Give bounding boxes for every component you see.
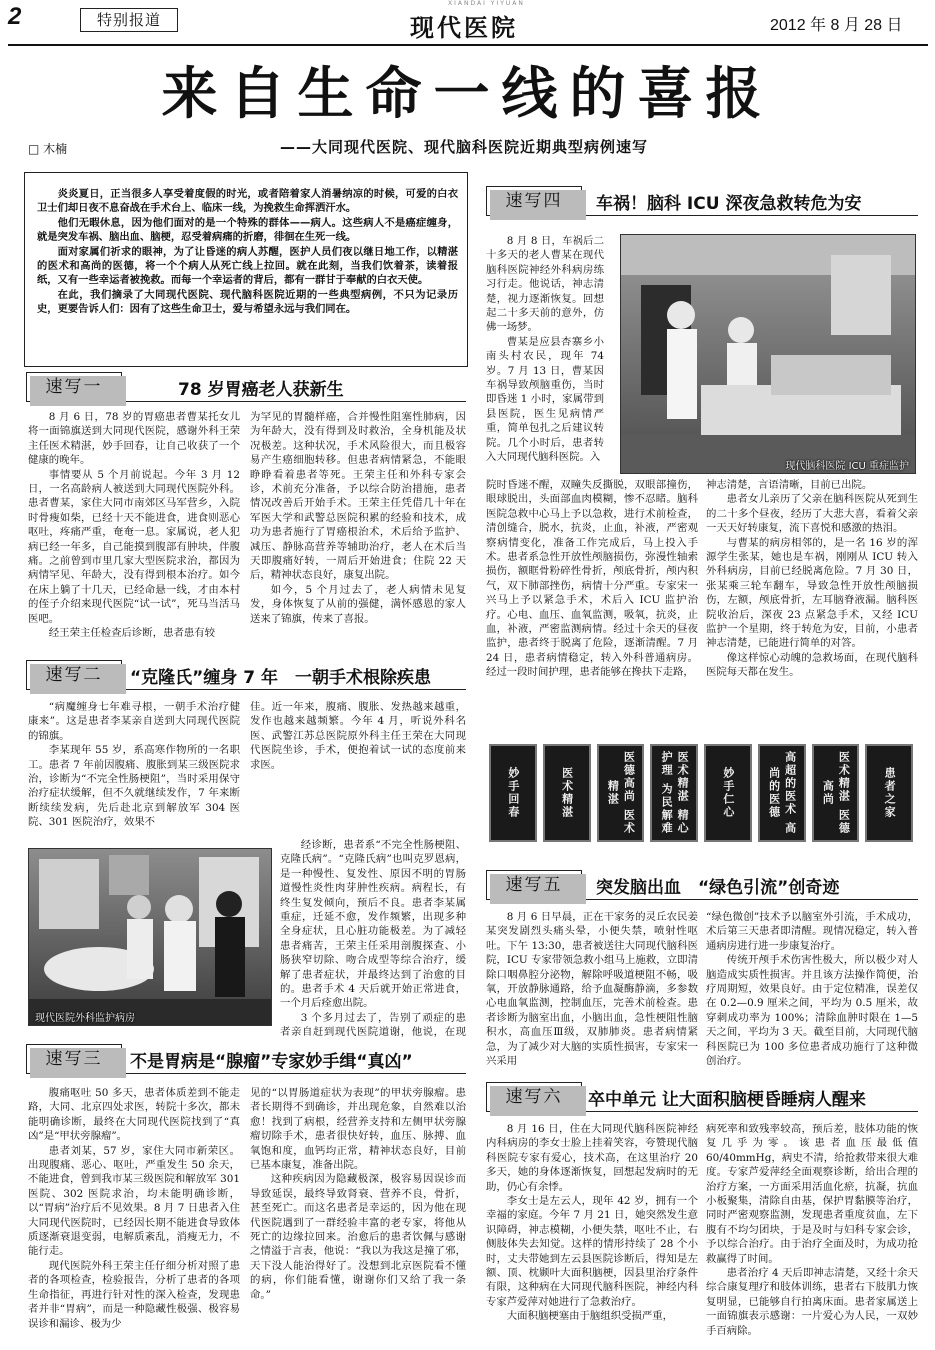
section-3-title: 不是胃病是“腺瘤”专家妙手缉“真凶” bbox=[130, 1052, 413, 1072]
paragraph: 经诊断，患者系“不完全性肠梗阻、克隆氏病”。“克隆氏病”也叫克罗恩病，是一种慢性、复发性、原因不明的胃肠道慢性炎性肉芽肿性疾病。病程长，有终生复发倾向，预后不良。患者李某属重症，迁延不愈，发作频繁，出现多种全身症状，且心脏功能极差。为了减轻患者痛苦，王荣主任采用剖腹探查、小肠狭窄切除、吻合成型等综合治疗，缓解了患者症状，并最终达到了治愈的目的。患者手术 4 天后就开始正常进食，一个月后痊愈出院。 bbox=[280, 839, 466, 1010]
masthead-subtitle: XIANDAI YIYUAN bbox=[448, 0, 525, 7]
paragraph: 如今，5 个月过去了，老人病情未见复发，身体恢复了从前的强健，满怀感恩的家人送来了锦旗，传来了喜报。 bbox=[250, 583, 466, 625]
section-2-column-2-bottom bbox=[280, 838, 466, 1038]
section-6-title: 卒中单元 让大面积脑梗昏睡病人醒来 bbox=[588, 1090, 866, 1110]
paragraph: 李某现年 55 岁，系高寒作物所的一名职工。患者 7 年前因腹痛、腹胀到某三级医院求治，诊断为“不完全性肠梗阻”，当时采用保守治疗症状缓解，但不久就继续发作，7 年来断断续续发病，先后赴北京到解放军 304 医院、301 医院治疗，效果不 bbox=[28, 744, 240, 829]
paragraph: 这种疾病因为隐藏极深，极容易因误诊而导致延误，最终导致肾衰、营养不良，骨折，甚至死亡。而这名患者是幸运的，因为他在现代医院遇到了一群经验丰富的老专家，将他从死亡的边缘拉回来。治愈后的患者饮佩与感谢之情溢于言表，他说：“我以为我这是撞了邪，天下没人能治得好了。没想到北京医院看不懂的病，你们能看懂，谢谢你们又给了我一条命。” bbox=[250, 1173, 466, 1301]
section-6-column-2 bbox=[706, 1122, 918, 1346]
intro-paragraph: 面对家属们祈求的眼神，为了让昏迷的病人苏醒，医护人员们夜以继日地工作，以精湛的医术和高尚的医德，将一个个病人从死亡线上拉回。就在此刻，当我们饮着茶，读着报纸，又有一些幸运者被挽救。而每一个幸运者的背后，都有一群甘于奉献的白衣天使。 bbox=[37, 245, 458, 287]
section-1-column-2 bbox=[250, 410, 466, 642]
section-5-title: 突发脑出血 “绿色引流”创奇迹 bbox=[596, 878, 840, 898]
intro-paragraph: 炎炎夏日，正当很多人享受着度假的时光，或者陪着家人消暑纳凉的时候，可爱的白衣卫士们却日夜不息奋战在手术台上、临床一线，为挽救生命挥洒汗水。 bbox=[37, 188, 458, 215]
publication-date: 2012 年 8 月 28 日 bbox=[770, 17, 903, 34]
paragraph: “病魔缠身七年难寻根，一朝手术治疗健康来”。这是患者李某亲自送到大同现代医院的锦旗。 bbox=[28, 701, 240, 742]
section-6-column-1 bbox=[486, 1122, 698, 1346]
section-tag: 特别报道 bbox=[80, 8, 178, 32]
paragraph: 8 月 8 日，车祸后二十多天的老人曹某在现代脑科医院神经外科病房练习行走。他说话，神志清楚，视力逐渐恢复。回想起二十多天前的意外，仿佛一场梦。 bbox=[486, 235, 604, 334]
paragraph: 患者治疗 4 天后即神志清楚，又经十余天综合康复理疗和肢体训练，患者右下肢肌力恢复明显，已能够自行拍离床面。患者家属送上一面锦旗表示感谢：一片爱心为人民，一双妙手百病除。 bbox=[706, 1267, 918, 1337]
section-1-tag: 速写一 bbox=[26, 372, 122, 402]
section-4-header bbox=[486, 186, 918, 220]
silk-banner: 医术精湛 精心护理 为民解难 bbox=[650, 744, 698, 842]
section-1-header bbox=[26, 372, 466, 406]
section-1-rule bbox=[122, 401, 466, 402]
section-4-column-1-bottom bbox=[486, 478, 698, 730]
section-3-rule bbox=[122, 1073, 466, 1074]
silk-banner: 患者之家 bbox=[865, 744, 913, 842]
paragraph: “绿色微创”技术予以脑室外引流，手术成功，术后第三天患者即清醒。现情况稳定，转入普通病房进行进一步康复治疗。 bbox=[706, 911, 918, 952]
section-5-column-1 bbox=[486, 910, 698, 1072]
banners-photo bbox=[486, 738, 916, 848]
author-byline: □ 木楠 bbox=[28, 142, 68, 156]
paragraph: 现代医院外科王荣主任仔细分析对照了患者的各项检查，检验报告，分析了患者的各项生命指征，再进行针对性的深入检查，发现患者并非“胃病”，而是一种隐藏性极强、极容易误诊和漏诊、极为少 bbox=[28, 1259, 240, 1330]
section-3-column-1 bbox=[28, 1086, 240, 1344]
paragraph: 与曹某的病房相邻的，是一名 16 岁的浑源学生张某，她也是车祸，刚刚从 ICU 转入外科病房，目前已经脱离危险。7 月 30 日，张某乘三轮车翻车，导致急性开放性颅脑损伤，左额，颅底骨折，左耳脑脊液漏。脑科医院收治后，深夜 23 点紧急手术，又经 ICU 监护一个星期，终于转危为安，目前，小患者神志清楚，已能进行简单的对答。 bbox=[706, 536, 918, 650]
icu-photo-caption: 现代脑科医院 ICU 重症监护 bbox=[785, 461, 909, 472]
section-1-title: 78 岁胃癌老人获新生 bbox=[178, 380, 344, 400]
intro-box bbox=[24, 172, 468, 367]
paragraph: 患者女儿亲历了父亲在脑科医院从死到生的二十多个昼夜，经历了大悲大喜，看着父亲一天天好转康复，流下喜悦和感激的热泪。 bbox=[706, 493, 918, 535]
icu-photo bbox=[620, 234, 916, 474]
section-4-tag: 速写四 bbox=[486, 186, 582, 216]
intro-paragraph: 他们无暇休息，因为他们面对的是一个特殊的群体——病人。这些病人不是癌症缠身，就是突发车祸、脑出血、脑梗，忍受着病痛的折磨，徘徊在生死一线。 bbox=[37, 216, 458, 244]
paragraph: 李女士是左云人，现年 42 岁，拥有一个幸福的家庭。今年 7 月 21 日，她突然发生意识障碍，神志模糊，小便失禁，呕吐不止，右侧肢体失去知觉。这样的情形持续了 28 个小时，丈夫带她到左云县医院诊断后，得知是左额、顶、枕颞叶大面积脑梗，因县里治疗条件有限，这种病在大同现代脑科医院，神经内科专家芦爱萍对她进行了急救治疗。 bbox=[486, 1195, 698, 1308]
page-number: 2 bbox=[8, 3, 22, 30]
section-2-column-1 bbox=[28, 700, 240, 832]
headline: 来自生命一线的喜报 bbox=[161, 61, 774, 127]
paragraph: 神志清楚，言语清晰，目前已出院。 bbox=[706, 479, 873, 491]
paragraph: 事情要从 5 个月前说起。今年 3 月 12 日，一名高龄病人被送到大同现代医院外科。患者曹某，家住大同市南郊区马军营乡，入院时骨瘦如柴，已经十天不能进食，进食则恶心呕吐，疼痛严重，奄奄一息。家属说，老人犯病已经一年多，自己能摸到腹部有肿块，伴腹痛。之前曾到市里几家大型医院求治，都因为病情罕见、年龄大，没有得到根本治疗。如今在床上躺了十几天，已经命悬一线，才由本村的侄子介绍来现代医院“试一试”，死马当活马医吧。 bbox=[28, 468, 240, 625]
paragraph: 为罕见的胃髓样癌，合并慢性阻塞性肺病，因为年龄大，没有得到及时救治，全身机能及状况极差。这种状况，手术风险很大，而且极容易产生癌细胞转移。但患者病情紧急，不能眼睁睁看着患者等死。王荣主任和外科专家会诊，术前充分准备，予以综合防治措施，患者情况改善后开始手术。王荣主任凭借几十年在军医大学和武警总医院积累的经验和技术，成功为患者施行了胃癌根治术，术后给予监护、减压、静脉高营养等辅助治疗，老人在术后当天即腹痛好转，一周后开始进食；住院 22 天后，精神状态良好，康复出院。 bbox=[250, 411, 466, 582]
paragraph: 8 月 6 日，78 岁的胃癌患者曹某托女儿将一面锦旗送到大同现代医院，感谢外科王荣主任医术精湛，妙手回春，让自己收获了一个健康的晚年。 bbox=[28, 411, 240, 467]
silk-banner: 高超的医术 高尚的医德 bbox=[758, 744, 806, 842]
paragraph: 8 月 16 日，住在大同现代脑科医院神经内科病房的李女士脸上挂着笑容，夸赞现代脑科医院专家有爱心，技术高，在这里治疗 20 多天，她的身体逐渐恢复，回想起发病时的无助，仍心有余悸。 bbox=[486, 1123, 698, 1193]
masthead-title: 现代医院 bbox=[410, 13, 518, 42]
silk-banner: 医术精湛 医德高尚 bbox=[812, 744, 860, 842]
section-4-column-1-top bbox=[486, 234, 604, 476]
paragraph: 大面积脑梗塞由于脑组织受损严重， bbox=[506, 1310, 674, 1323]
section-3-tag: 速写三 bbox=[26, 1044, 122, 1074]
section-4-column-2 bbox=[706, 478, 918, 730]
paragraph: 3 个多月过去了，告别了顽症的患者亲自赶到现代医院道谢，他说，在现 bbox=[280, 1011, 466, 1038]
section-2-column-2-top bbox=[250, 700, 466, 832]
paragraph: 病死率和致残率较高，预后差，肢体功能的恢复几乎为零。该患者血压最低值 60/40mmHg，病史不清，给抢救带来很大难度。专家芦爱萍经全面观察诊断，给出合理的治疗方案，一方面采用活血化瘀，抗凝，抗血小板聚集，清除自由基，保护胃黏膜等治疗，同时严密观察监测，发现患者重度贫血，左下腹有不均匀团块，于是及时与妇科专家会诊，予以综合治疗。由于治疗全面及时，为成功抢救赢得了时间。 bbox=[706, 1123, 918, 1265]
section-5-header bbox=[486, 870, 918, 904]
section-5-tag: 速写五 bbox=[486, 870, 582, 900]
silk-banner: 妙手仁心 bbox=[704, 744, 752, 842]
silk-banner: 医德高尚 医术精湛 bbox=[597, 744, 645, 842]
section-2-rule bbox=[122, 689, 466, 690]
subheadline: ——大同现代医院、现代脑科医院近期典型病例速写 bbox=[280, 138, 649, 156]
paragraph: 患者刘某，57 岁，家住大同市新荣区。出现腹痛、恶心、呕吐，严重发生 50 余天，不能进食，曾到我市某三级医院和解放军 301 医院、302 医院求治，均未能明确诊断，以“胃病”治疗后不见效果。8 月 7 日患者入住大同现代医院时，已经因长期不能进食导致体质逐渐衰退变弱，电解质紊乱，消瘦无力，不能行走。 bbox=[28, 1144, 240, 1258]
silk-banner: 妙手回春 bbox=[489, 744, 537, 842]
top-rule bbox=[8, 44, 928, 46]
paragraph: 传统开颅手术伤害性极大，所以极少对人脑造成实质性损害。并且该方法操作简便，治疗周期短，效果良好。由于定位精准，误差仅在 0.2—0.9 厘米之间，平均为 0.5 厘米，故穿刺成功率为 100%；清除血肿时限在 1—5 天之间，平均为 3 天。截至目前，大同现代脑科医院已为 100 多位患者成功施行了这种微创治疗。 bbox=[706, 954, 918, 1068]
surgery-ward-photo-caption: 现代医院外科监护病房 bbox=[35, 1013, 135, 1024]
section-4-rule bbox=[582, 215, 918, 216]
paragraph: 经王荣主任检查后诊断，患者患有较 bbox=[48, 627, 216, 640]
section-6-header bbox=[486, 1082, 918, 1116]
section-1-column-1 bbox=[28, 410, 240, 642]
section-4-title: 车祸！脑科 ICU 深夜急救转危为安 bbox=[596, 194, 862, 214]
section-5-column-2 bbox=[706, 910, 918, 1072]
intro-paragraph: 在此，我们摘录了大同现代医院、现代脑科医院近期的一些典型病例，不只为记录历史，更要告诉人们：因有了这些生命卫士，爱与希望永远与我们同在。 bbox=[37, 288, 458, 316]
paragraph: 像这样惊心动魄的急救场面，在现代脑科医院每天都在发生。 bbox=[706, 651, 918, 679]
paragraph: 腹痛呕吐 50 多天，患者体质差到不能走路，大同、北京四处求医，转院十多次，都未能明确诊断，最终在大同现代医院找到了“真凶”是“甲状旁腺瘤”。 bbox=[28, 1087, 240, 1143]
section-3-column-2 bbox=[250, 1086, 466, 1344]
section-3-header bbox=[26, 1044, 466, 1078]
silk-banner: 医术精湛 bbox=[543, 744, 591, 842]
paragraph: 8 月 6 日早晨，正在干家务的灵丘农民姜某突发剧烈头痛头晕，小便失禁，喷射性呕吐。下午 13:30，患者被送往大同现代脑科医院，ICU 专家带领急救小组马上施救，立即清除口咽鼻腔分泌物，解除呼吸道梗阻不畅，吸氧，开放静脉通路，给予血凝酶静滴，多参数心电血氧监测，控制血压，完善术前检查。患者诊断为脑室出血，小脑出血，急性梗阻性脑积水，高血压Ⅲ级，双肺肺炎。患者病情紧急，为了减少对大脑的实质性损害，专家宋一兴采用 bbox=[486, 911, 698, 1068]
surgery-ward-photo bbox=[28, 848, 272, 1026]
section-2-header bbox=[26, 660, 466, 694]
section-2-tag: 速写二 bbox=[26, 660, 122, 690]
paragraph: 见的“以胃肠道症状为表现”的甲状旁腺瘤。患者长期得不到确诊，并出现危象，自然难以治愈！找到了病根，经营养支持和左侧甲状旁腺瘤切除手术，患者很快好转，血压、脉搏、血氧饱和度，血钙均正常，精神状态良好，目前已基本康复，准备出院。 bbox=[250, 1087, 466, 1172]
section-5-rule bbox=[582, 899, 918, 900]
section-6-rule bbox=[582, 1111, 918, 1112]
paragraph: 佳。近一年来，腹痛、腹胀、发热越来越重，发作也越来越频繁。今年 4 月，听说外科名医、武警江苏总医院原外科主任王荣在大同现代医院坐诊，手术，便抱着试一试的态度前来求医。 bbox=[250, 701, 466, 771]
section-2-title: “克隆氏”缠身 7 年 一朝手术根除疾患 bbox=[130, 668, 432, 688]
paragraph: 曹某是应县杏寨乡小南头村农民，现年 74 岁。7 月 13 日，曹某因车祸导致颅脑重伤，当时即昏迷 1 小时，家属带到县医院，医生见病情严重，简单包扎之后建议转院。几个小时后，患者转入大同现代脑科医院。入 bbox=[486, 335, 604, 464]
section-6-tag: 速写六 bbox=[486, 1082, 582, 1112]
paragraph: 院时昏迷不醒，双瞳失反撕脱，双眼部撞伤，眼球脱出，头面部血肉模糊，惨不忍睹。脑科医院急救中心马上予以急救，进行术前检查，清创缝合，脱水，抗炎，止血，补液，严密观察病情变化，准备工作完成后，马上投入手术。患者系急性开放性颅脑损伤，弥漫性轴索损伤，额眶骨粉碎性骨折，颅底骨折，颅内积气，双下肺部挫伤，病情十分严重。专家宋一兴马上予以紧急手术，术后入 ICU 监护治疗。心电、血压、血氧监测，吸氧，抗炎，止血，补液，严密监测病情。经过十余天的昼夜监护，患者终于脱离了危险，逐渐清醒。7 月 24 日，患者病情稳定，转入外科普通病房。经过一段时间护理，患者能够在搀扶下走路， bbox=[486, 479, 698, 679]
